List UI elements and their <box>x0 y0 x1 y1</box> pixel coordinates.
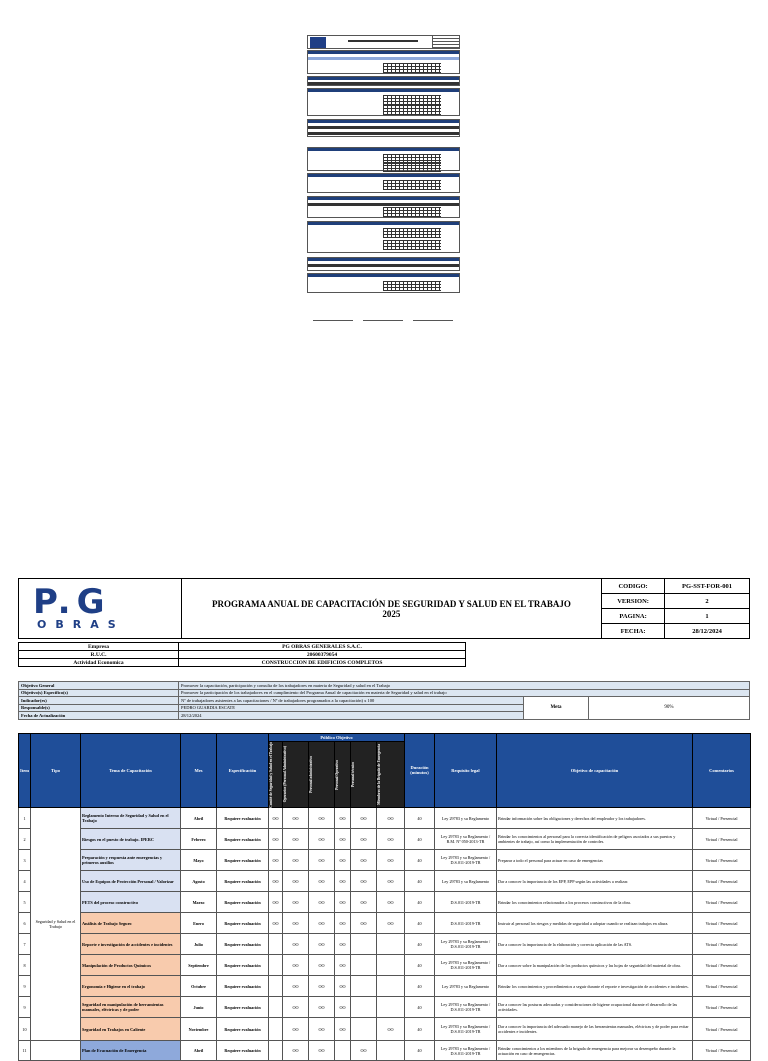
row-publico-mark <box>351 934 377 955</box>
objective-label: Objetivo General <box>19 682 179 690</box>
row-especificacion: Requiere evaluación <box>217 1018 269 1041</box>
row-publico-mark: OO <box>335 997 351 1018</box>
thumb-header <box>307 35 460 49</box>
row-mes: Septiembre <box>181 955 217 976</box>
row-item: 4 <box>19 871 31 892</box>
row-requisito-legal: Ley 29783 y su Reglamento / R.M. Nº 050-2013-TR <box>435 829 497 850</box>
row-requisito-legal: Ley 29783 y su Reglamento <box>435 808 497 829</box>
row-comentarios: Virtual / Presencial <box>693 892 751 913</box>
row-publico-mark: OO <box>351 913 377 934</box>
row-item: 9 <box>19 997 31 1018</box>
row-publico-mark: OO <box>377 913 405 934</box>
row-publico-mark: OO <box>335 892 351 913</box>
objective-value: PEDRO GUARDIA ESCATE <box>179 704 524 712</box>
row-publico-mark: OO <box>283 934 309 955</box>
row-tema: Preparación y respuesta ante emergencias y primeros auxilios <box>81 850 181 871</box>
thumb-block <box>307 76 460 86</box>
meta-box-label: Meta <box>524 697 589 720</box>
row-item: 11 <box>19 1041 31 1061</box>
thumb-signature <box>313 312 353 322</box>
company-value: CONSTRUCCION DE EDIFICIOS COMPLETOS <box>179 659 466 667</box>
thumb-block <box>307 119 460 137</box>
row-objetivo: Preparar a todo el personal para actuar en caso de emergencias <box>497 850 693 871</box>
row-publico-mark: OO <box>309 955 335 976</box>
row-duracion: 40 <box>405 955 435 976</box>
row-publico-mark: OO <box>351 871 377 892</box>
row-publico-mark: OO <box>309 934 335 955</box>
row-publico-mark: OO <box>309 1041 335 1061</box>
row-comentarios: Virtual / Presencial <box>693 1018 751 1041</box>
row-publico-mark: OO <box>269 850 283 871</box>
row-publico-mark: OO <box>309 1018 335 1041</box>
row-duracion: 40 <box>405 808 435 829</box>
row-objetivo: Brindar conocimientos a los miembros de la brigada de emergencia para mejorar su desempeño durante la actuación en caso de emergencias. <box>497 1041 693 1061</box>
row-publico-mark <box>377 1041 405 1061</box>
row-publico-mark <box>351 955 377 976</box>
row-tema: PETS del proceso constructivo <box>81 892 181 913</box>
table-row <box>19 976 751 997</box>
row-comentarios: Virtual / Presencial <box>693 976 751 997</box>
thumb-logo <box>310 37 326 48</box>
row-publico-mark: OO <box>335 871 351 892</box>
row-especificacion: Requiere evaluación <box>217 1041 269 1061</box>
row-objetivo: Dar a conocer la importancia de la elaboración y correcta aplicación de las ATS. <box>497 934 693 955</box>
row-objetivo: Brindar los conocimientos al personal para la correcta identificación de peligros asociados a sus puestos y ambientes de trabajo, así como la implementación de controles. <box>497 829 693 850</box>
row-item: 6 <box>19 913 31 934</box>
row-especificacion: Requiere evaluación <box>217 934 269 955</box>
col-mes: Mes <box>181 733 217 808</box>
row-publico-mark: OO <box>335 808 351 829</box>
row-publico-mark: OO <box>377 1018 405 1041</box>
objective-label: Indicador(es) <box>19 697 179 705</box>
table-row <box>19 997 751 1018</box>
row-publico-mark: OO <box>377 892 405 913</box>
col-comentarios: Comentarios <box>693 733 751 808</box>
row-comentarios: Virtual / Presencial <box>693 934 751 955</box>
objective-value: Promover la participación de los trabajadores en el cumplimiento del Programa Anual de capacitación en materia de Seguridad y salud en el trabajo <box>179 689 750 697</box>
row-requisito-legal: Ley 29783 y su Reglamento / D.S.011-2019-TR <box>435 997 497 1018</box>
row-item: 8 <box>19 955 31 976</box>
meta-label: FECHA: <box>602 624 665 639</box>
col-publico-sub: Personal técnico <box>351 741 377 808</box>
col-publico-sub: Miembros de la Brigada de Emergencia <box>377 741 405 808</box>
objective-value: Promover la capacitación, participación y consulta de los trabajadores en materia de Seguridad y salud en el Trabajo <box>179 682 750 690</box>
row-tema: Plan de Evacuación de Emergencia <box>81 1041 181 1061</box>
company-label: R.U.C. <box>19 651 179 659</box>
row-duracion: 40 <box>405 892 435 913</box>
company-logo <box>19 579 182 639</box>
row-objetivo: Dar a conocer las posturas adecuadas y consideraciones de higiene ocupacional durante el desarrollo de las actividades. <box>497 997 693 1018</box>
col-especificacion: Especificación <box>217 733 269 808</box>
row-publico-mark: OO <box>283 808 309 829</box>
row-publico-mark: OO <box>351 808 377 829</box>
row-requisito-legal: Ley 29783 y su Reglamento / D.S.011-2019-TR <box>435 934 497 955</box>
row-duracion: 40 <box>405 913 435 934</box>
row-tema: Ergonomía e Higiene en el trabajo <box>81 976 181 997</box>
row-item: 5 <box>19 892 31 913</box>
logo-main-text: P.G <box>33 585 111 619</box>
row-objetivo: Dar a conocer la importancia de los EPP, EPP según las actividades a realizar. <box>497 871 693 892</box>
row-publico-mark <box>377 976 405 997</box>
row-publico-mark: OO <box>351 1041 377 1061</box>
row-tipo <box>31 1041 81 1061</box>
row-mes: Enero <box>181 913 217 934</box>
document-title <box>181 579 601 639</box>
thumb-signature <box>413 312 453 322</box>
row-item: 1 <box>19 808 31 829</box>
row-duracion: 40 <box>405 997 435 1018</box>
col-publico-sub: Personal Operativo <box>335 741 351 808</box>
row-mes: Junio <box>181 997 217 1018</box>
document-page <box>18 578 750 1024</box>
objective-label: Responsable(s) <box>19 704 179 712</box>
company-value: 20600379054 <box>179 651 466 659</box>
row-publico-mark: OO <box>377 829 405 850</box>
row-comentarios: Virtual / Presencial <box>693 955 751 976</box>
col-publico-objetivo: Público Objetivo <box>269 733 405 741</box>
col-tipo: Tipo <box>31 733 81 808</box>
thumb-block <box>307 50 460 74</box>
row-publico-mark: OO <box>309 808 335 829</box>
row-publico-mark <box>377 934 405 955</box>
objective-label: Fecha de Actualización <box>19 712 179 720</box>
row-publico-mark: OO <box>335 955 351 976</box>
row-mes: Noviembre <box>181 1018 217 1041</box>
row-tema: Manipulación de Productos Químicos <box>81 955 181 976</box>
table-row <box>19 829 751 850</box>
row-especificacion: Requiere evaluación <box>217 976 269 997</box>
document-thumbnail[interactable] <box>307 35 460 295</box>
row-publico-mark <box>377 955 405 976</box>
row-publico-mark: OO <box>283 976 309 997</box>
row-publico-mark <box>269 976 283 997</box>
thumb-block <box>307 173 460 193</box>
col-item: Item <box>19 733 31 808</box>
row-publico-mark <box>269 1041 283 1061</box>
company-value: PG OBRAS GENERALES S.A.C. <box>179 643 466 651</box>
row-tema: Uso de Equipos de Protección Personal / Valorizar <box>81 871 181 892</box>
row-publico-mark: OO <box>283 850 309 871</box>
row-requisito-legal: Ley 29783 y su Reglamento / D.S.011-2019-TR <box>435 1018 497 1041</box>
row-tema: Reporte e investigación de accidentes e incidentes <box>81 934 181 955</box>
thumb-block <box>307 221 460 253</box>
company-info-table <box>18 642 466 667</box>
row-objetivo: Brindar los conocimientos y procedimientos a seguir durante el reporte e investigación de accidentes e incidentes. <box>497 976 693 997</box>
row-publico-mark: OO <box>309 997 335 1018</box>
col-objetivo: Objetivo de capacitación <box>497 733 693 808</box>
table-row <box>19 808 751 829</box>
company-label: Empresa <box>19 643 179 651</box>
row-publico-mark: OO <box>283 892 309 913</box>
row-mes: Julio <box>181 934 217 955</box>
row-publico-mark: OO <box>351 850 377 871</box>
table-row <box>19 955 751 976</box>
row-comentarios: Virtual / Presencial <box>693 871 751 892</box>
row-objetivo: Instruir al personal los riesgos y medidas de seguridad a adoptar cuando se realizan trabajos en altura. <box>497 913 693 934</box>
row-publico-mark: OO <box>283 1018 309 1041</box>
row-requisito-legal: D.S.011-2019-TR <box>435 913 497 934</box>
row-publico-mark: OO <box>351 892 377 913</box>
row-publico-mark: OO <box>283 1041 309 1061</box>
row-especificacion: Requiere evaluación <box>217 850 269 871</box>
thumb-block <box>307 257 460 271</box>
row-item: 3 <box>19 850 31 871</box>
row-tema: Riesgos en el puesto de trabajo. IPERC <box>81 829 181 850</box>
row-mes: Abril <box>181 808 217 829</box>
row-comentarios: Virtual / Presencial <box>693 808 751 829</box>
table-row <box>19 1041 751 1061</box>
col-publico-sub: Operarios (Personal Administrativo) <box>283 741 309 808</box>
objective-value: Nº de trabajadores asistentes a las capacitaciones / Nº de trabajadores programados a la capacitación) x 100 <box>179 697 524 705</box>
objectives-table <box>18 681 750 720</box>
row-tema: Seguridad en Trabajos en Caliente <box>81 1018 181 1041</box>
meta-value: 28/12/2024 <box>665 624 750 639</box>
company-label: Actividad Economica <box>19 659 179 667</box>
row-comentarios: Virtual / Presencial <box>693 829 751 850</box>
row-publico-mark <box>269 997 283 1018</box>
meta-label: VERSION: <box>602 594 665 609</box>
row-publico-mark: OO <box>269 913 283 934</box>
row-mes: Agosto <box>181 871 217 892</box>
row-mes: Octubre <box>181 976 217 997</box>
row-publico-mark: OO <box>377 871 405 892</box>
row-duracion: 40 <box>405 850 435 871</box>
col-publico-sub: Comité de Seguridad y Salud en el Trabajo <box>269 741 283 808</box>
row-publico-mark: OO <box>309 829 335 850</box>
row-mes: Marzo <box>181 892 217 913</box>
row-publico-mark: OO <box>309 892 335 913</box>
objective-label: Objetivo(s) Especifico(s) <box>19 689 179 697</box>
row-tipo: Seguridad y Salud en el Trabajo <box>31 808 81 1041</box>
table-row <box>19 892 751 913</box>
row-mes: Febrero <box>181 829 217 850</box>
row-especificacion: Requiere evaluación <box>217 913 269 934</box>
logo-sub-text: OBRAS <box>37 618 125 631</box>
row-duracion: 40 <box>405 976 435 997</box>
row-requisito-legal: Ley 29783 y su Reglamento <box>435 976 497 997</box>
col-tema: Tema de Capacitación <box>81 733 181 808</box>
row-especificacion: Requiere evaluación <box>217 955 269 976</box>
row-tema: Seguridad en manipulación de herramientas manuales, eléctricas y de poder <box>81 997 181 1018</box>
row-publico-mark: OO <box>269 892 283 913</box>
row-duracion: 40 <box>405 1018 435 1041</box>
row-publico-mark: OO <box>335 829 351 850</box>
row-publico-mark: OO <box>335 850 351 871</box>
row-publico-mark <box>351 997 377 1018</box>
thumb-block <box>307 273 460 293</box>
row-objetivo: Dar a conocer sobre la manipulación de los productos químicos y las hojas de seguridad del material de obra. <box>497 955 693 976</box>
row-comentarios: Virtual / Presencial <box>693 1041 751 1061</box>
row-tema: Análisis de Trabajo Seguro <box>81 913 181 934</box>
row-publico-mark: OO <box>269 871 283 892</box>
meta-value: 1 <box>665 609 750 624</box>
row-publico-mark <box>269 934 283 955</box>
row-publico-mark: OO <box>351 829 377 850</box>
meta-label: PAGINA: <box>602 609 665 624</box>
training-program-table <box>18 733 751 1061</box>
row-publico-mark <box>335 1041 351 1061</box>
row-publico-mark <box>351 1018 377 1041</box>
row-objetivo: Dar a conocer la importancia del adecuado manejo de las herramientas manuales, eléctricas y de poder para evitar accidentes e incidentes. <box>497 1018 693 1041</box>
row-publico-mark: OO <box>269 829 283 850</box>
row-publico-mark <box>269 1018 283 1041</box>
title-line-1: PROGRAMA ANUAL DE CAPACITACIÓN DE SEGURIDAD Y SALUD EN EL TRABAJO <box>183 599 600 609</box>
table-row <box>19 913 751 934</box>
row-comentarios: Virtual / Presencial <box>693 997 751 1018</box>
meta-box-value: 90% <box>589 697 750 720</box>
row-comentarios: Virtual / Presencial <box>693 850 751 871</box>
row-publico-mark: OO <box>283 829 309 850</box>
row-especificacion: Requiere evaluación <box>217 829 269 850</box>
document-header <box>18 578 750 639</box>
row-publico-mark <box>351 976 377 997</box>
col-requisito-legal: Requisito legal <box>435 733 497 808</box>
row-duracion: 40 <box>405 829 435 850</box>
row-especificacion: Requiere evaluación <box>217 997 269 1018</box>
thumb-signature <box>363 312 403 322</box>
objective-value: 28/12/2024 <box>179 712 524 720</box>
row-publico-mark: OO <box>283 913 309 934</box>
row-publico-mark: OO <box>283 997 309 1018</box>
row-publico-mark: OO <box>335 976 351 997</box>
row-tema: Reglamento Interno de Seguridad y Salud en el Trabajo <box>81 808 181 829</box>
meta-value: 2 <box>665 594 750 609</box>
meta-label: CODIGO: <box>602 579 665 594</box>
row-especificacion: Requiere evaluación <box>217 871 269 892</box>
row-comentarios: Virtual / Presencial <box>693 913 751 934</box>
row-publico-mark: OO <box>283 871 309 892</box>
col-publico-sub: Personal administrativo <box>309 741 335 808</box>
row-duracion: 40 <box>405 871 435 892</box>
row-publico-mark <box>377 997 405 1018</box>
row-objetivo: Brindar los conocimientos relacionados a los procesos constructivos de la obra. <box>497 892 693 913</box>
row-publico-mark: OO <box>377 850 405 871</box>
table-row <box>19 850 751 871</box>
col-duracion: Duración (minutos) <box>405 733 435 808</box>
thumb-block <box>307 196 460 218</box>
thumb-block <box>307 147 460 171</box>
row-publico-mark: OO <box>377 808 405 829</box>
row-item: 10 <box>19 1018 31 1041</box>
row-publico-mark: OO <box>335 934 351 955</box>
row-publico-mark: OO <box>283 955 309 976</box>
row-item: 2 <box>19 829 31 850</box>
row-publico-mark: OO <box>309 976 335 997</box>
title-line-2: 2025 <box>183 609 600 619</box>
row-publico-mark: OO <box>335 1018 351 1041</box>
row-requisito-legal: Ley 29783 y su Reglamento <box>435 871 497 892</box>
row-duracion: 40 <box>405 934 435 955</box>
row-requisito-legal: Ley 29783 y su Reglamento / D.S.011-2019-TR <box>435 850 497 871</box>
table-row <box>19 1018 751 1041</box>
row-item: 9 <box>19 976 31 997</box>
thumb-block <box>307 88 460 116</box>
row-objetivo: Brindar información sobre las obligaciones y derechos del empleador y los trabajadores. <box>497 808 693 829</box>
row-especificacion: Requiere evaluación <box>217 892 269 913</box>
row-publico-mark: OO <box>269 808 283 829</box>
row-mes: Mayo <box>181 850 217 871</box>
row-requisito-legal: D.S.011-2019-TR <box>435 892 497 913</box>
row-requisito-legal: Ley 29783 y su Reglamento / D.S.011-2019-TR <box>435 955 497 976</box>
row-item: 7 <box>19 934 31 955</box>
row-publico-mark <box>269 955 283 976</box>
row-publico-mark: OO <box>335 913 351 934</box>
meta-value: PG-SST-FOR-001 <box>665 579 750 594</box>
row-publico-mark: OO <box>309 871 335 892</box>
row-duracion: 40 <box>405 1041 435 1061</box>
row-publico-mark: OO <box>309 850 335 871</box>
table-row <box>19 934 751 955</box>
row-publico-mark: OO <box>309 913 335 934</box>
row-requisito-legal: Ley 29783 y su Reglamento / D.S.011-2019-TR <box>435 1041 497 1061</box>
row-mes: Abril <box>181 1041 217 1061</box>
row-especificacion: Requiere evaluación <box>217 808 269 829</box>
table-row <box>19 871 751 892</box>
